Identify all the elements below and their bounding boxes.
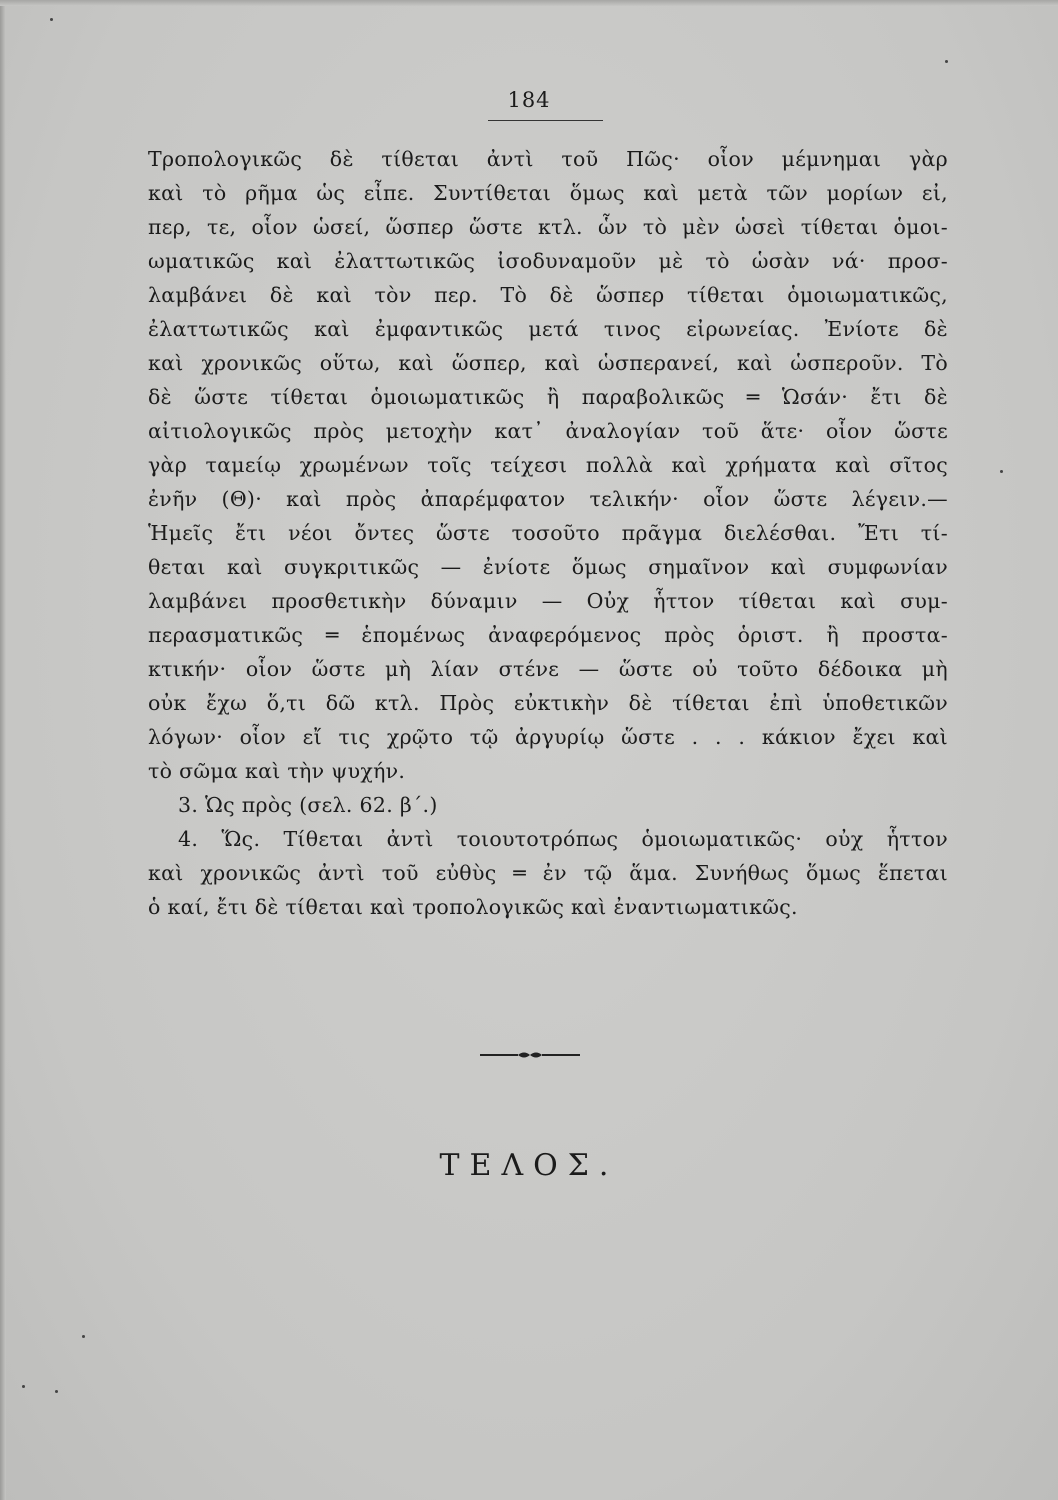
text-line: περ, τε, οἷον ὡσεί, ὥσπερ ὥστε κτλ. ὧν τὸ μὲν ὡσεὶ τίθεται ὁμοι- [148, 215, 948, 239]
text-line: ωματικῶς καὶ ἐλαττωτικῶς ἰσοδυναμοῦν μὲ τὸ ὡσὰν νά· προσ- [148, 249, 948, 273]
text-line: λόγων· οἷον εἴ τις χρῷτο τῷ ἀργυρίῳ ὥστε . . . κάκιον ἔχει καὶ [148, 725, 948, 749]
page-number: 184 [507, 88, 551, 112]
text-line: Τροπολογικῶς δὲ τίθεται ἀντὶ τοῦ Πῶς· οἷον μέμνημαι γὰρ [148, 147, 948, 171]
text-line: αἰτιολογικῶς πρὸς μετοχὴν κατ᾽ ἀναλογίαν τοῦ ἅτε· οἷον ὥστε [148, 419, 948, 443]
main-text [148, 142, 948, 924]
text-line: ἐλαττωτικῶς καὶ ἐμφαντικῶς μετά τινος εἰρωνείας. Ἐνίοτε δὲ [148, 317, 948, 341]
list-item-3: 3. Ὡς πρὸς (σελ. 62. β΄.) [178, 793, 438, 817]
text-line: κτικήν· οἷον ὥστε μὴ λίαν στένε — ὥστε οὐ τοῦτο δέδοικα μὴ [148, 657, 948, 681]
text-line: καὶ τὸ ρῆμα ὡς εἶπε. Συντίθεται ὅμως καὶ μετὰ τῶν μορίων εἰ, [148, 181, 948, 205]
print-speck [55, 1390, 58, 1393]
text-line: γὰρ ταμείῳ χρωμένων τοῖς τείχεσι πολλὰ καὶ χρήματα καὶ σῖτος [148, 453, 948, 477]
text-line: περασματικῶς ═ ἑπομένως ἀναφερόμενος πρὸς ὁριστ. ἢ προστα- [148, 623, 948, 647]
page-top-shadow [0, 0, 1058, 6]
text-line: Ἡμεῖς ἔτι νέοι ὄντες ὥστε τοσοῦτο πρᾶγμα διελέσθαι. Ἔτι τί- [148, 521, 948, 545]
print-speck [22, 1385, 25, 1388]
end-title: ΤΕΛΟΣ. [439, 1148, 619, 1183]
text-line: δὲ ὥστε τίθεται ὁμοιωματικῶς ἢ παραβολικῶς ═ Ὡσάν· ἔτι δὲ [148, 385, 948, 409]
print-speck [1000, 470, 1003, 473]
print-speck [50, 18, 53, 21]
text-line: ἐνῆν (Θ)· καὶ πρὸς ἀπαρέμφατον τελικήν· οἷον ὥστε λέγειν.— [148, 487, 948, 511]
print-speck [945, 60, 948, 63]
print-speck [82, 1335, 85, 1338]
page-left-shadow [0, 0, 6, 1500]
list-item-4-line: 4. Ὥς. Τίθεται ἀντὶ τοιουτοτρόπως ὁμοιωματικῶς· οὐχ ἧττον [178, 827, 948, 851]
page-number-rule [488, 120, 603, 121]
text-line: λαμβάνει προσθετικὴν δύναμιν — Οὐχ ἧττον τίθεται καὶ συμ- [148, 589, 948, 613]
list-item-4-line: ὁ καί, ἔτι δὲ τίθεται καὶ τροπολογικῶς καὶ ἐναντιωματικῶς. [148, 895, 798, 919]
text-line: λαμβάνει δὲ καὶ τὸν περ. Τὸ δὲ ὥσπερ τίθεται ὁμοιωματικῶς, [148, 283, 948, 307]
text-line: θεται καὶ συγκριτικῶς — ἐνίοτε ὅμως σημαῖνον καὶ συμφωνίαν [148, 555, 948, 579]
list-item-4-line: καὶ χρονικῶς ἀντὶ τοῦ εὐθὺς ═ ἐν τῷ ἅμα. Συνήθως ὅμως ἕπεται [148, 861, 948, 885]
text-line: οὐκ ἔχω ὅ,τι δῶ κτλ. Πρὸς εὐκτικὴν δὲ τίθεται ἐπὶ ὑποθετικῶν [148, 691, 948, 715]
text-line: τὸ σῶμα καὶ τὴν ψυχήν. [148, 759, 406, 783]
text-line: καὶ χρονικῶς οὕτω, καὶ ὥσπερ, καὶ ὡσπερανεί, καὶ ὡσπεροῦν. Τὸ [148, 351, 948, 375]
ornament-divider-icon [480, 1049, 580, 1061]
